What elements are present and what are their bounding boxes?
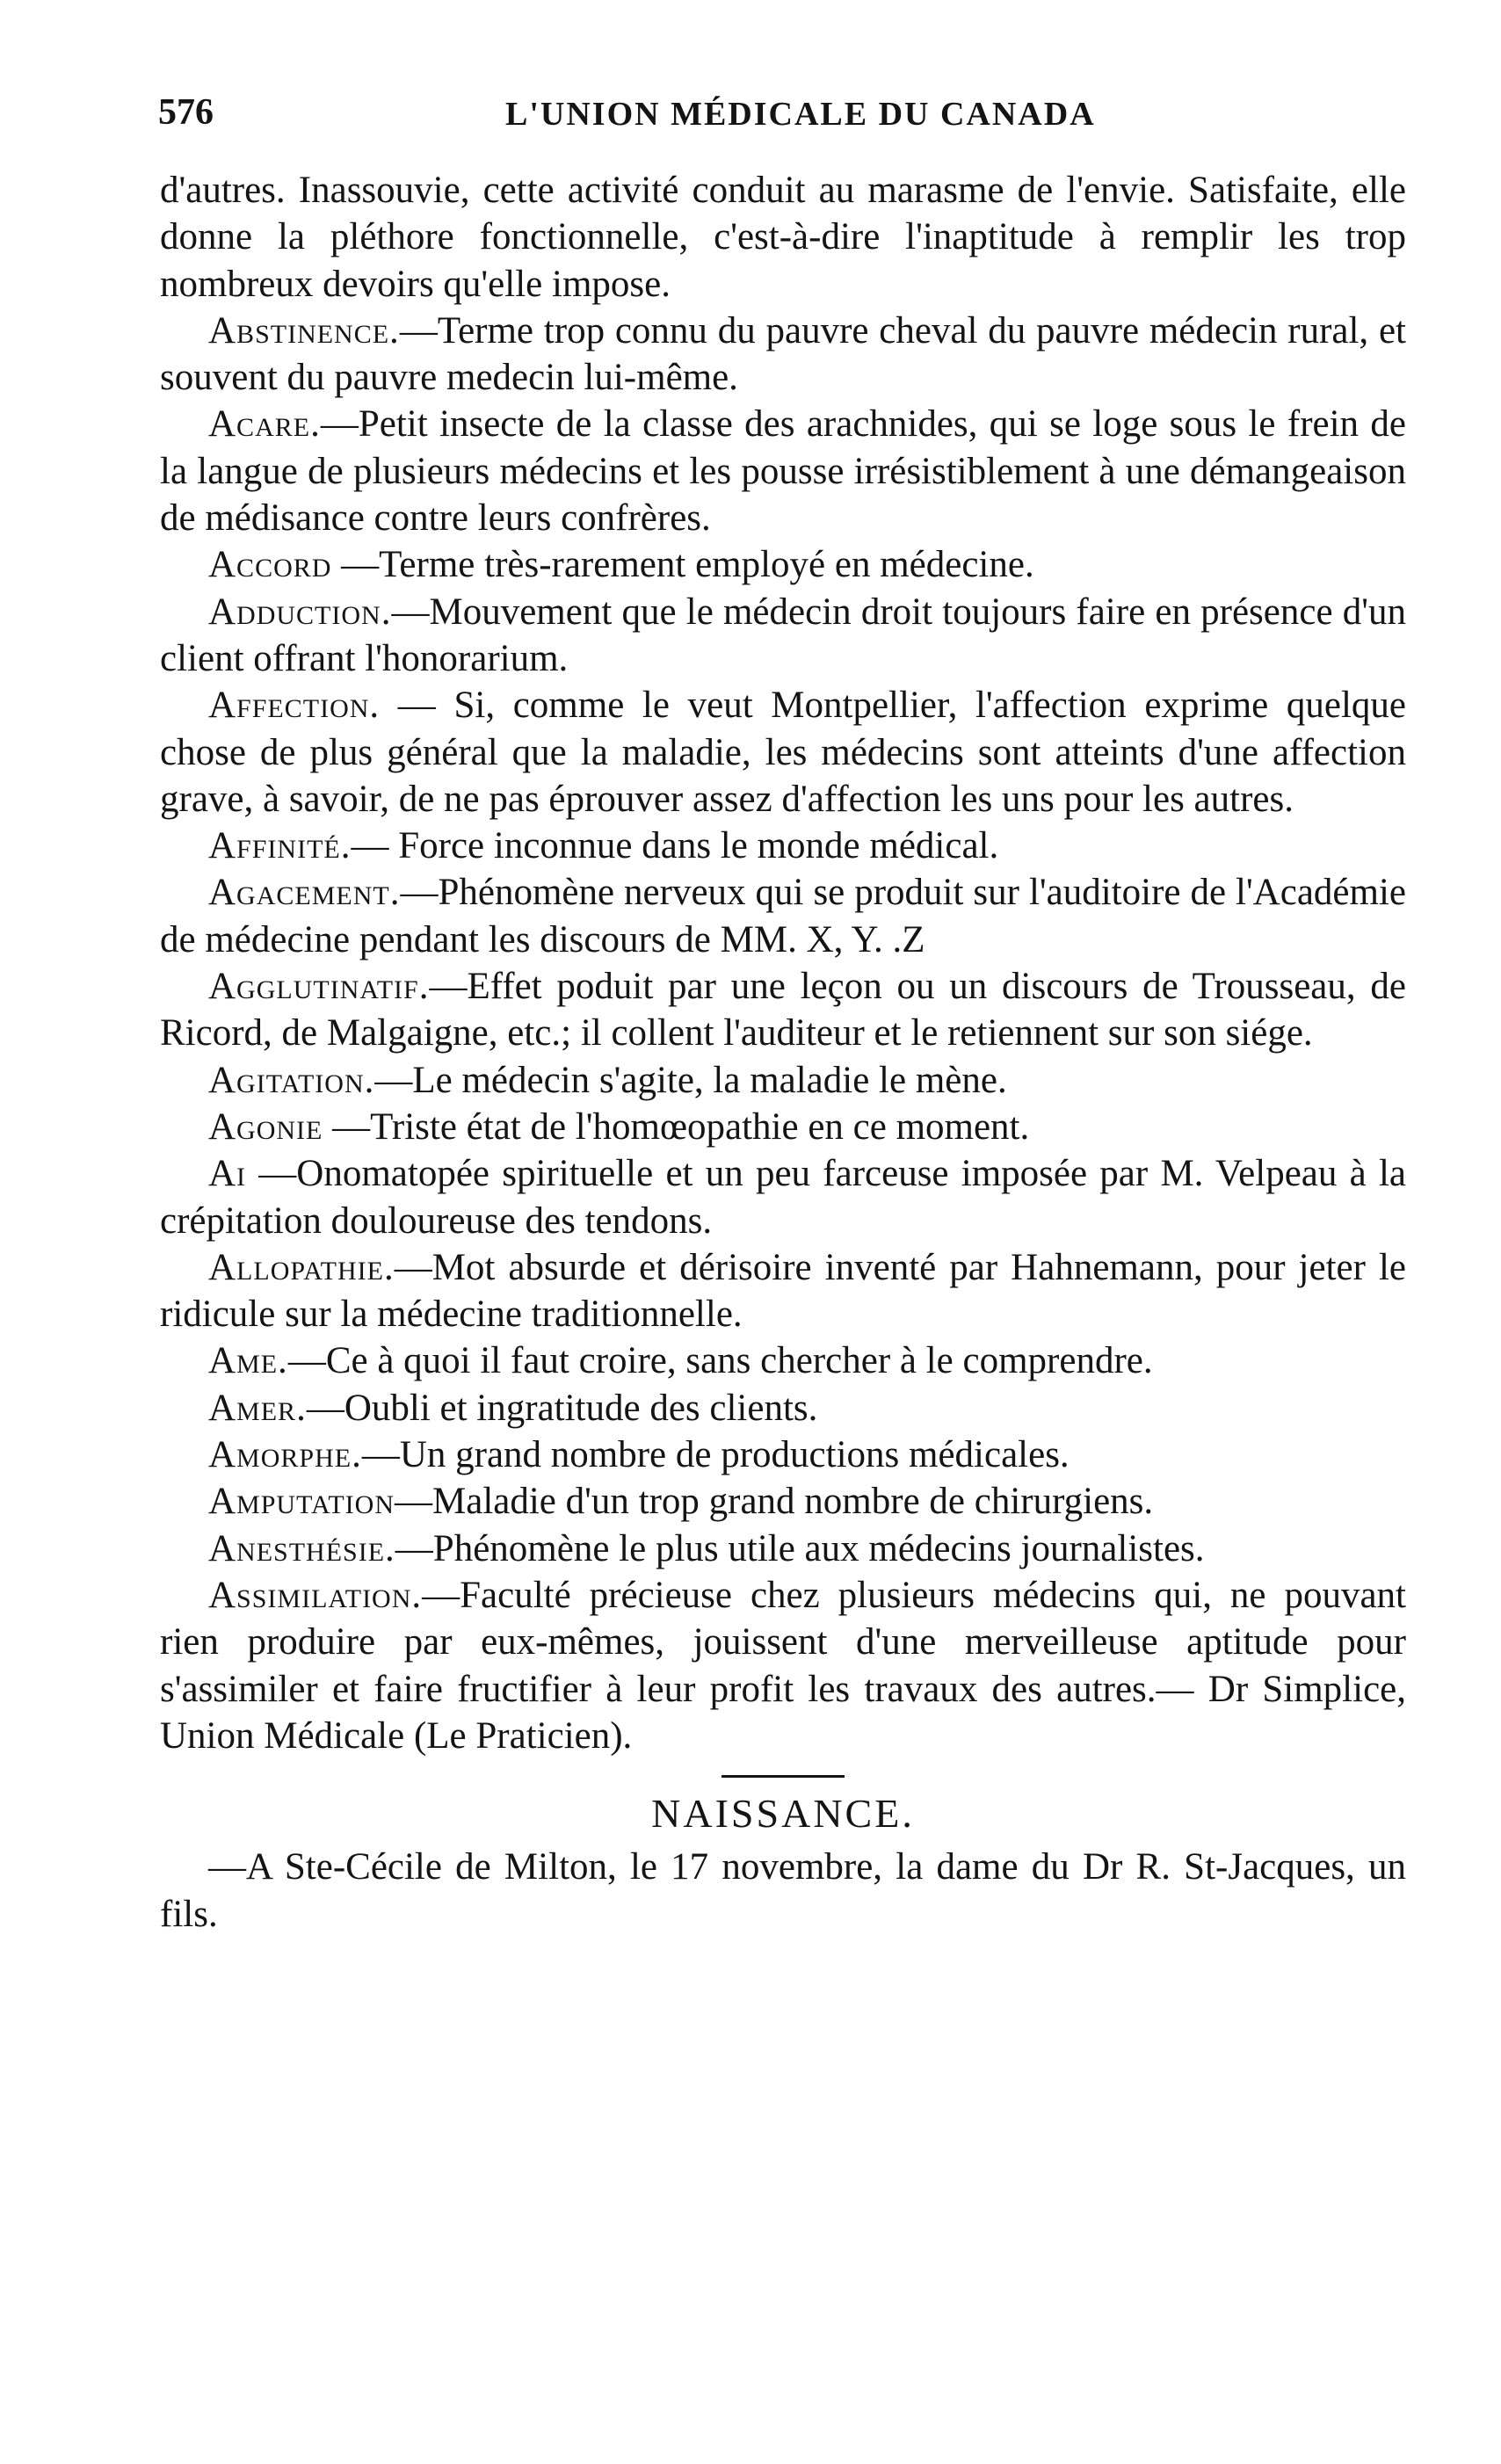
entry-text: —Mot absurde et dérisoire inventé par Hahnemann, pour jeter le ridicule sur la médecine traditionnelle. [160,1246,1406,1336]
entry-text: —Onomatopée spirituelle et un peu farceuse imposée par M. Velpeau à la crépitation douloureuse des tendons. [160,1153,1406,1242]
entry-text: —Faculté précieuse chez plusieurs médecins qui, ne pouvant rien produire par eux-mêmes, jouissent d'une merveilleuse aptitude pour s'assimiler et faire fructifier à leur profit les travaux des autres.— Dr Simplice, Union Médicale (Le Praticien). [160,1574,1406,1757]
entry-term: Assimilation. [208,1574,423,1616]
article-body [160,167,1406,1938]
entry-agacement [160,869,1406,963]
entry-term: Amorphe. [208,1434,362,1476]
entry-amer [160,1385,1406,1431]
running-title: L'UNION MÉDICALE DU CANADA [505,96,1096,133]
entry-text: —Triste état de l'homœopathie en ce moment. [323,1105,1030,1148]
entry-agonie [160,1104,1406,1150]
entry-ame [160,1337,1406,1384]
entry-acare [160,401,1406,541]
entry-ai [160,1150,1406,1244]
entry-text: —Terme très-rarement employé en médecine. [331,544,1034,586]
entry-term: Agonie [208,1105,323,1148]
entry-allopathie [160,1244,1406,1338]
entry-term: Ame. [208,1340,288,1382]
entry-text: —Oubli et ingratitude des clients. [306,1387,818,1429]
entry-term: Agitation. [208,1059,375,1101]
entry-term: Acare. [208,403,321,446]
entry-text: —Un grand nombre de productions médicales. [361,1434,1070,1476]
intro-paragraph: d'autres. Inassouvie, cette activité conduit au marasme de l'envie. Satisfaite, elle donne la pléthore fonctionnelle, c'est-à-dire l'inaptitude à remplir les trop nombreux devoirs qu'elle impose. [160,170,1406,305]
entry-text: —Mouvement que le médecin droit toujours faire en présence d'un client offrant l'honorarium. [160,591,1406,679]
birth-announcement: —A Ste-Cécile de Milton, le 17 novembre, la dame du Dr R. St-Jacques, un fils. [160,1846,1406,1935]
entry-term: Agacement. [208,872,401,914]
entry-agglutinatif [160,963,1406,1057]
entry-abstinence [160,308,1406,402]
entry-anesthesie [160,1526,1406,1572]
entry-text: — Si, comme le veut Montpellier, l'affection exprime quelque chose de plus général que la maladie, les médecins sont atteints d'une affection grave, à savoir, de ne pas éprouver assez d'affection les uns pour les autres. [160,685,1406,820]
entry-text: —Petit insecte de la classe des arachnides, qui se loge sous le frein de la langue de plusieurs médecins et les pousse irrésistiblement à une démangeaison de médisance contre leurs confrères. [160,403,1406,540]
entry-term: Affinité. [208,825,352,867]
entry-term: Allopathie. [208,1246,395,1288]
entry-text: —Ce à quoi il faut croire, sans chercher à le comprendre. [287,1340,1153,1382]
entry-text: —Effet poduit par une leçon ou un discours de Trousseau, de Ricord, de Malgaigne, etc.; il collent l'auditeur et le retiennent sur son siége. [160,966,1406,1054]
entry-text: —Phénomène le plus utile aux médecins journalistes. [395,1527,1205,1569]
page-header [158,91,1406,144]
section-divider [721,1775,845,1778]
entry-agitation [160,1057,1406,1104]
entry-amorphe [160,1431,1406,1478]
entry-text: —Maladie d'un trop grand nombre de chirurgiens. [395,1481,1154,1523]
page-number: 576 [158,92,214,133]
entry-term: Abstinence. [208,309,400,351]
entry-accord [160,541,1406,588]
entry-term: Amer. [208,1387,307,1429]
entry-text: —Terme trop connu du pauvre cheval du pauvre médecin rural, et souvent du pauvre medecin lui-même. [160,309,1406,399]
section-title: NAISSANCE. [651,1791,915,1837]
entry-affection [160,682,1406,823]
entry-term: Ai [208,1153,247,1195]
entry-adduction [160,589,1406,683]
entry-text: —Phénomène nerveux qui se produit sur l'auditoire de l'Académie de médecine pendant les discours de MM. X, Y. .Z [160,872,1406,960]
entry-term: Anesthésie. [208,1527,395,1569]
entry-assimilation [160,1572,1406,1759]
entry-term: Amputation [208,1481,395,1523]
entry-text: — Force inconnue dans le monde médical. [351,825,999,867]
entry-term: Affection. [208,685,381,727]
entry-amputation [160,1478,1406,1525]
entry-term: Adduction. [208,591,392,633]
entry-term: Accord [208,544,332,586]
entry-affinite [160,823,1406,869]
entry-text: —Le médecin s'agite, la maladie le mène. [374,1059,1007,1101]
entry-term: Agglutinatif. [208,966,430,1008]
